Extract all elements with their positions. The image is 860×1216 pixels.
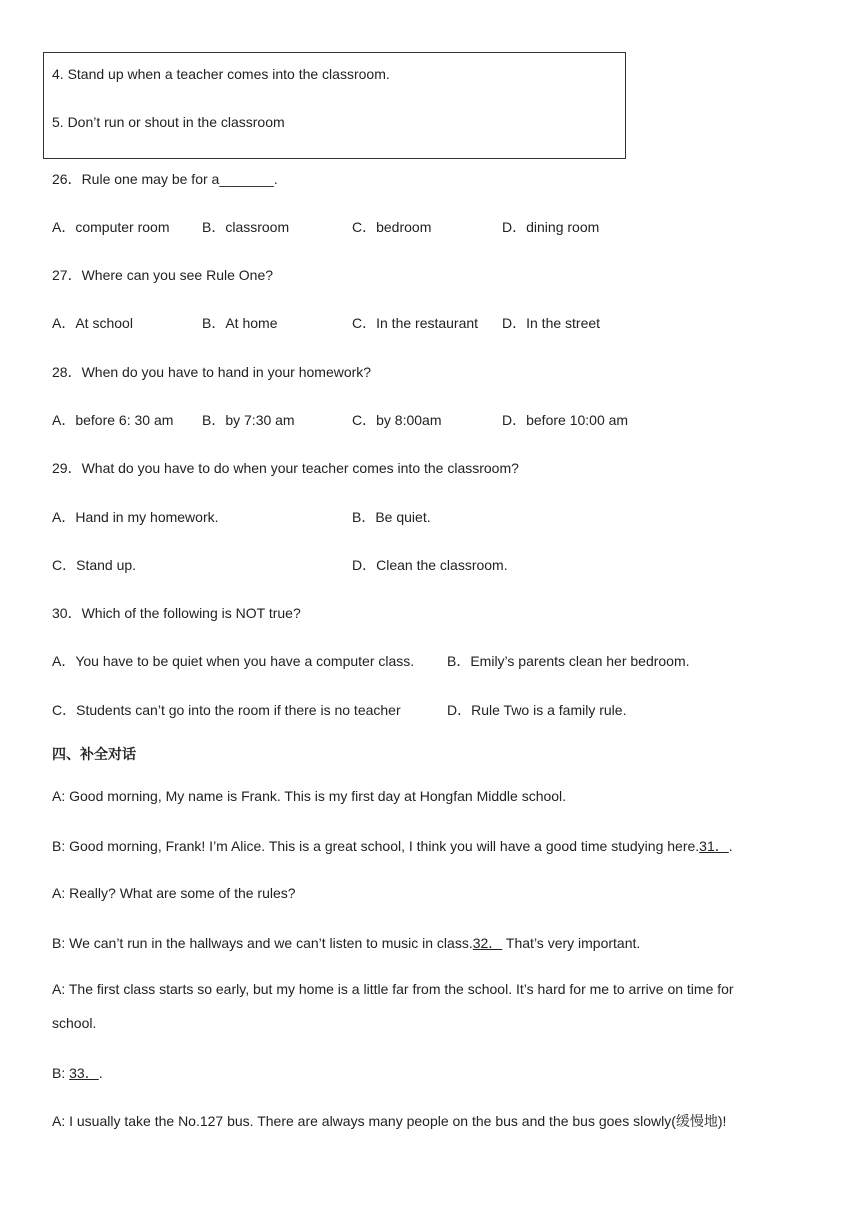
blank-32: 32． xyxy=(472,935,503,951)
q27-option-d: D．In the street xyxy=(502,315,601,331)
q28-option-c: C．by 8:00am xyxy=(352,412,442,428)
q26-option-b: B．classroom xyxy=(202,219,290,235)
dialogue-line-1: A: Good morning, My name is Frank. This is my first day at Hongfan Middle school. xyxy=(52,788,567,804)
dialogue-line-4-text: B: We can’t run in the hallways and we can’t listen to music in class. xyxy=(52,935,473,951)
rule-5: 5. Don’t run or shout in the classroom xyxy=(52,114,285,130)
q26-option-d: D．dining room xyxy=(502,219,600,235)
q28-option-d: D．before 10:00 am xyxy=(502,412,629,428)
q30-option-b: B．Emily’s parents clean her bedroom. xyxy=(447,653,690,669)
dialogue-line-7: A: I usually take the No.127 bus. There are always many people on the bus and the bus goes slowly(缓慢地)! xyxy=(52,1113,727,1129)
section-4-heading: 四、补全对话 xyxy=(52,746,136,762)
q27-option-c: C．In the restaurant xyxy=(352,315,479,331)
dialogue-line-5b: school. xyxy=(52,1015,97,1031)
q30-option-c: C．Students can’t go into the room if there is no teacher xyxy=(52,702,401,718)
question-27-stem: 27．Where can you see Rule One? xyxy=(52,267,274,283)
q28-option-a: A．before 6: 30 am xyxy=(52,412,174,428)
q27-option-a: A．At school xyxy=(52,315,133,331)
dialogue-line-4-end: That’s very important. xyxy=(502,935,641,951)
dialogue-line-4 xyxy=(52,933,640,953)
question-29-stem: 29．What do you have to do when your teacher comes into the classroom? xyxy=(52,460,519,476)
question-30-stem: 30．Which of the following is NOT true? xyxy=(52,605,301,621)
question-26-stem: 26．Rule one may be for a_______. xyxy=(52,171,278,187)
q26-option-c: C．bedroom xyxy=(352,219,432,235)
q30-option-d: D．Rule Two is a family rule. xyxy=(447,702,627,718)
dialogue-line-6-text: B: xyxy=(52,1065,70,1081)
blank-31: 31． xyxy=(699,838,729,854)
q29-option-d: D．Clean the classroom. xyxy=(352,557,508,573)
q29-option-c: C．Stand up. xyxy=(52,557,137,573)
dialogue-line-6 xyxy=(52,1063,103,1083)
q29-option-a: A．Hand in my homework. xyxy=(52,509,219,525)
dialogue-line-2 xyxy=(52,836,733,856)
q28-option-b: B．by 7:30 am xyxy=(202,412,295,428)
dialogue-line-6-end: . xyxy=(98,1065,103,1081)
q29-option-b: B．Be quiet. xyxy=(352,509,431,525)
dialogue-line-3: A: Really? What are some of the rules? xyxy=(52,885,296,901)
q30-option-a: A．You have to be quiet when you have a computer class. xyxy=(52,653,415,669)
dialogue-line-2-end: . xyxy=(728,838,733,854)
q27-option-b: B．At home xyxy=(202,315,278,331)
q26-option-a: A．computer room xyxy=(52,219,170,235)
dialogue-line-5a: A: The first class starts so early, but my home is a little far from the school. It’s hard for me to arrive on time for xyxy=(52,981,734,997)
question-28-stem: 28．When do you have to hand in your homework? xyxy=(52,364,372,380)
dialogue-line-2-text: B: Good morning, Frank! I’m Alice. This is a great school, I think you will have a good time studying here. xyxy=(52,838,700,854)
rule-4: 4. Stand up when a teacher comes into the classroom. xyxy=(52,66,390,82)
blank-33: 33． xyxy=(69,1065,99,1081)
